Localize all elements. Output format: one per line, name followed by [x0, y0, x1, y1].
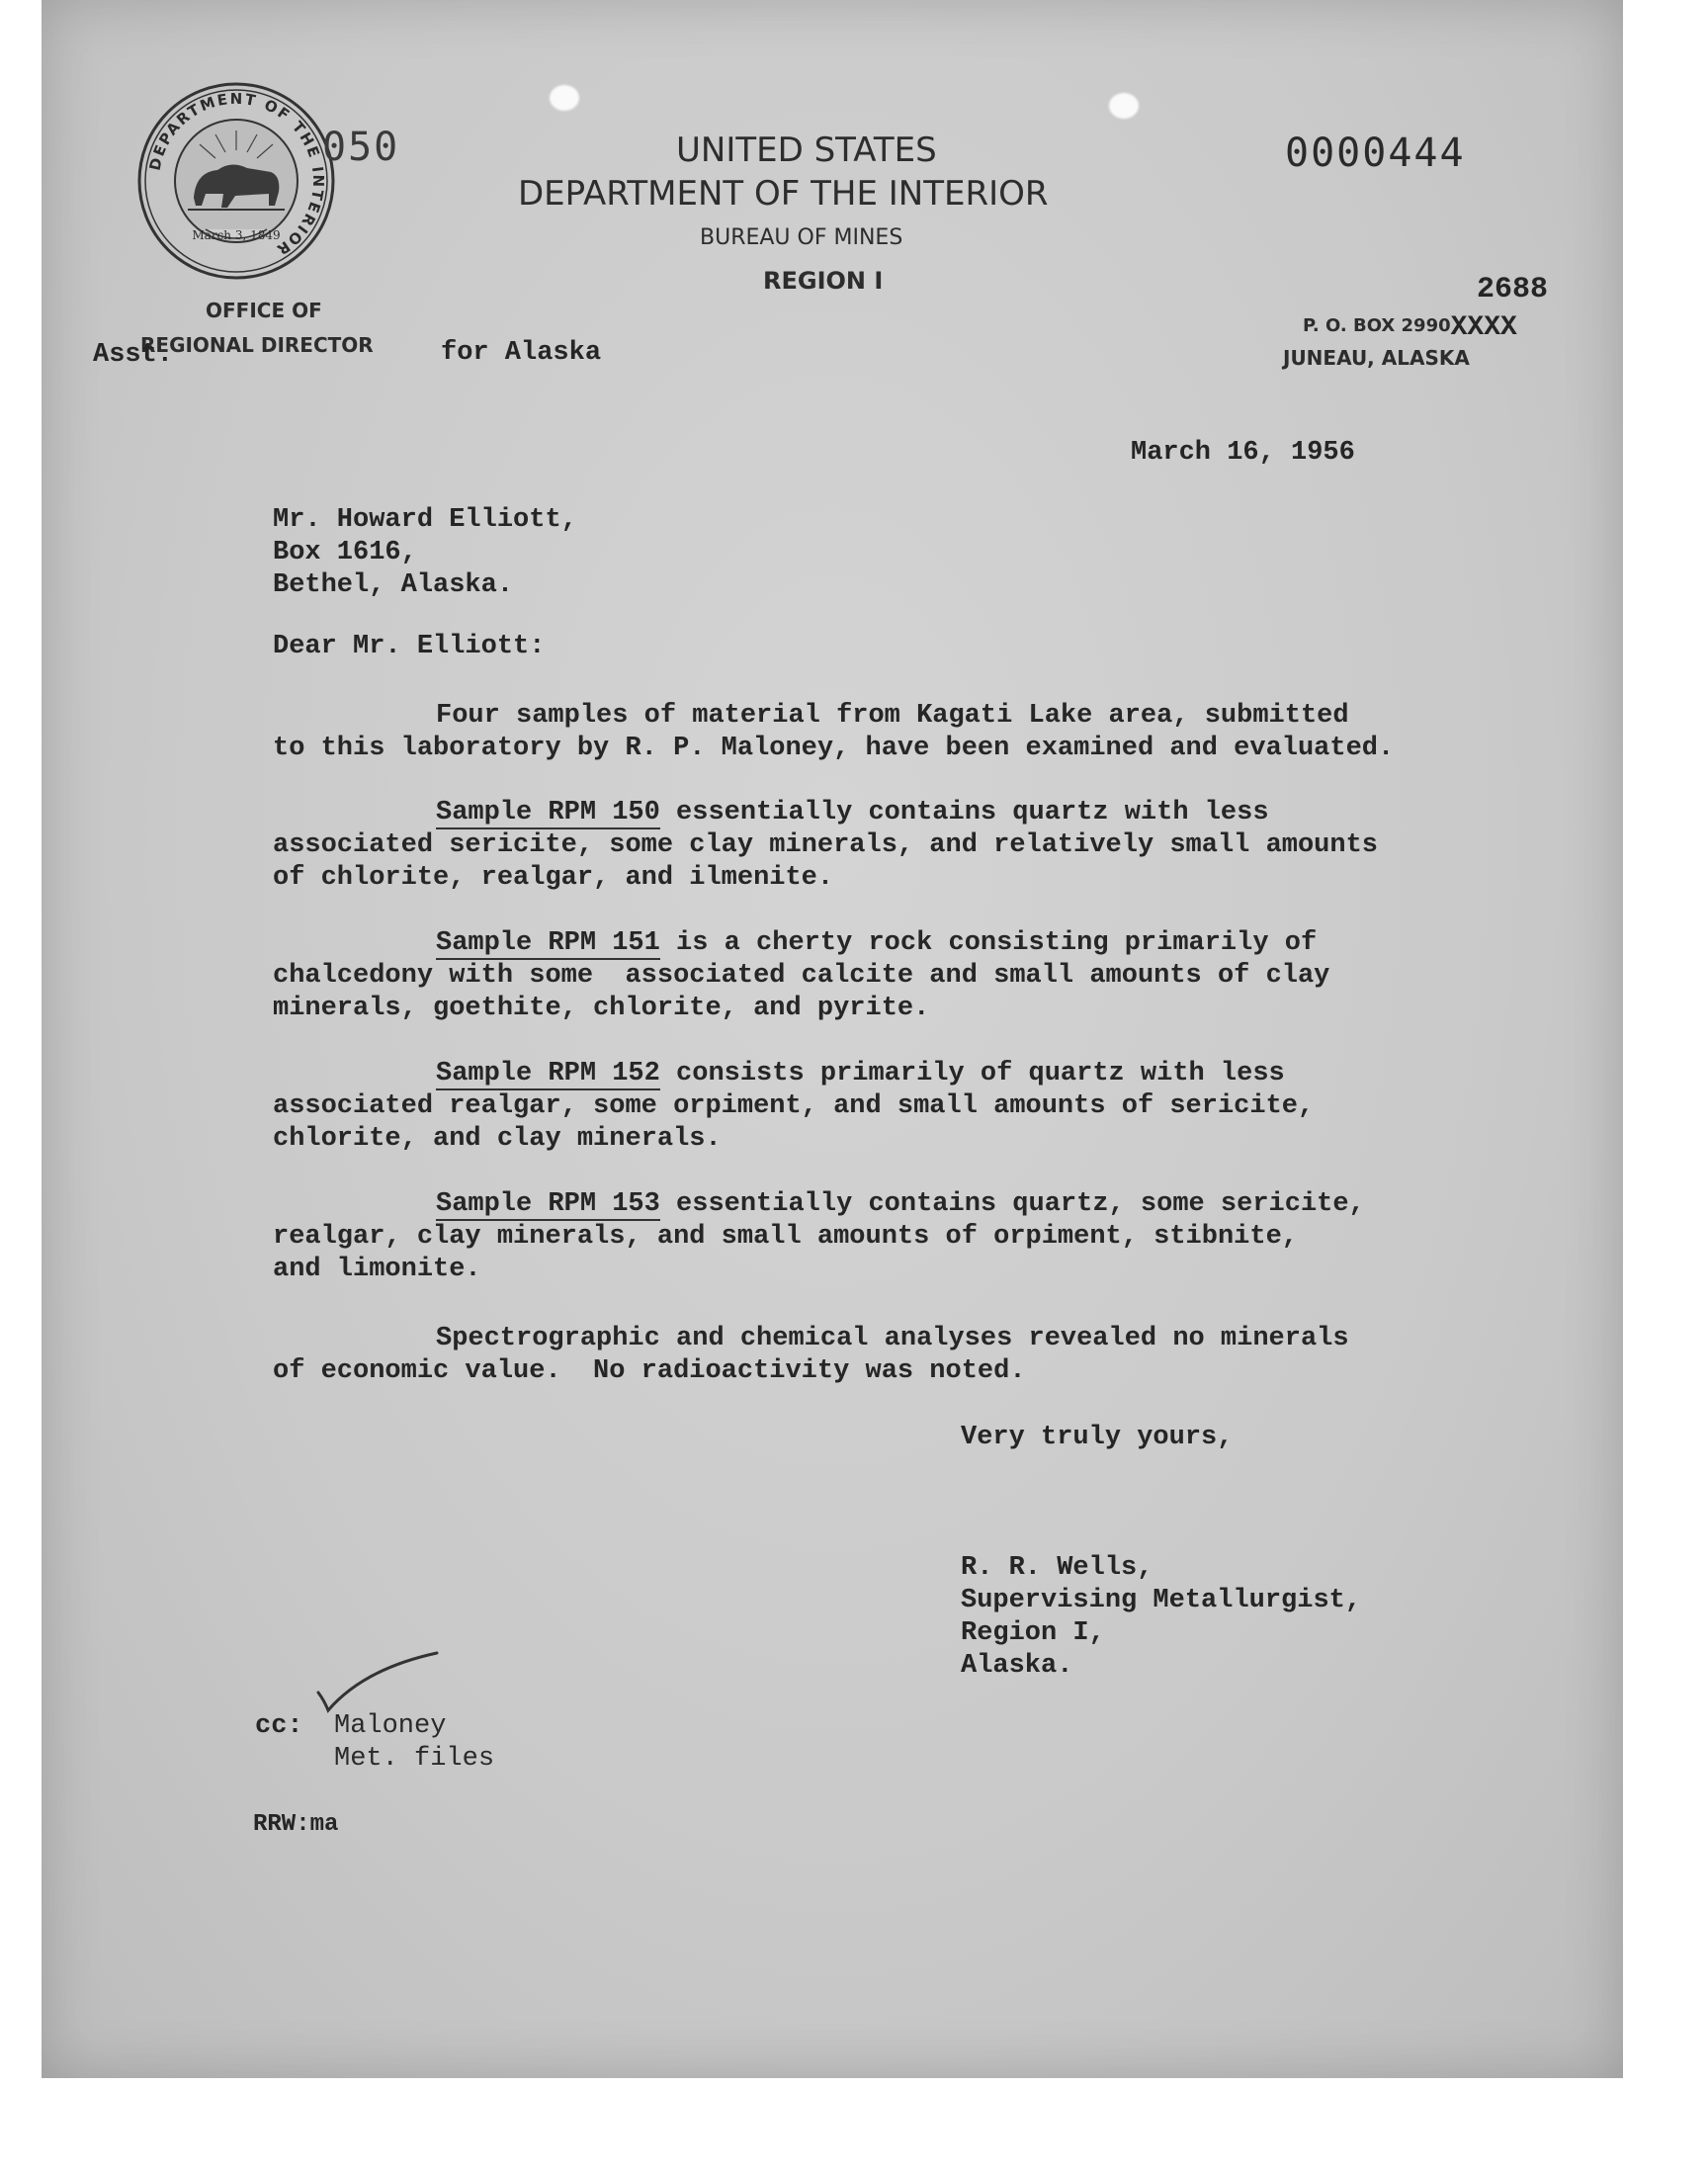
paragraph-text: is a cherty rock consisting primarily of chalcedony with some associated calcite and small amounts of clay minerals, goethite, chlorite, and pyrite. [273, 928, 1330, 1023]
paragraph-text: essentially contains quartz, some sericite, realgar, clay minerals, and small amounts of orpiment, stibnite, and limonite. [273, 1189, 1365, 1284]
letterhead-department: DEPARTMENT OF THE INTERIOR [518, 174, 1049, 214]
stamp-number-right: 0000444 [1285, 130, 1466, 176]
sample-label: Sample RPM 150 [436, 798, 660, 827]
checkmark-icon [314, 1649, 443, 1718]
regional-director-label: REGIONAL DIRECTOR [140, 333, 374, 357]
cc-item-maloney: Maloney [334, 1711, 447, 1741]
paragraph-conclusion [273, 1323, 1409, 1388]
paragraph-text: Spectrographic and chemical analyses revealed no minerals of economic value. No radioactivity was noted. [273, 1324, 1349, 1386]
juneau-alaska-label: JUNEAU, ALASKA [1283, 346, 1470, 370]
signature-region: Region I, [961, 1618, 1105, 1648]
stamp-number-left: 050 [322, 125, 400, 170]
office-of-label: OFFICE OF [206, 299, 322, 322]
cc-label: cc: [255, 1711, 303, 1741]
po-box-text: P. O. BOX 2990 [1303, 315, 1451, 336]
typist-initials: RRW:ma [253, 1811, 339, 1838]
po-box-struck: XXXX [1450, 312, 1517, 343]
seal-date-text: March 3, 1849 [192, 228, 281, 242]
box-number-typed: 2688 [1477, 273, 1549, 306]
paragraph-intro [273, 700, 1409, 765]
closing: Very truly yours, [961, 1423, 1234, 1452]
address-line-city: Bethel, Alaska. [273, 570, 514, 600]
signature-location: Alaska. [961, 1651, 1073, 1681]
signature-block [961, 1552, 1361, 1683]
signature-title: Supervising Metallurgist, [961, 1586, 1362, 1615]
paragraph-sample-153 [273, 1188, 1409, 1286]
punch-hole-left [550, 85, 579, 111]
letter-date: March 16, 1956 [1131, 438, 1355, 468]
address-line-name: Mr. Howard Elliott, [273, 505, 577, 535]
seal-ring-text: DEPARTMENT OF THE INTERIOR [145, 89, 328, 260]
letterhead-united-states: UNITED STATES [676, 130, 937, 170]
signature-name: R. R. Wells, [961, 1553, 1153, 1583]
paragraph-sample-150 [273, 797, 1409, 895]
sample-label: Sample RPM 152 [436, 1059, 660, 1088]
paragraph-text: essentially contains quartz with less associated sericite, some clay minerals, and relatively small amounts of chlorite, realgar, and ilmenite. [273, 798, 1378, 893]
asst-overtype: Asst. [93, 340, 174, 370]
department-seal-icon [136, 81, 336, 281]
address-line-box: Box 1616, [273, 538, 417, 567]
sample-label: Sample RPM 153 [436, 1189, 660, 1219]
letterhead-region: REGION I [763, 267, 884, 295]
po-box-label [1303, 312, 1517, 343]
paragraph-text: Four samples of material from Kagati Lake area, submitted to this laboratory by R. P. Maloney, have been examined and evaluated. [273, 701, 1395, 763]
recipient-address [273, 504, 577, 602]
paragraph-text: consists primarily of quartz with less associated realgar, some orpiment, and small amounts of sericite, chlorite, and clay minerals. [273, 1059, 1315, 1154]
salutation: Dear Mr. Elliott: [273, 632, 546, 661]
paragraph-sample-151 [273, 927, 1409, 1025]
paragraph-sample-152 [273, 1058, 1409, 1156]
punch-hole-right [1109, 93, 1139, 119]
letterhead-bureau: BUREAU OF MINES [700, 225, 903, 250]
cc-item-met-files: Met. files [334, 1744, 495, 1774]
for-alaska-typed: for Alaska [441, 338, 602, 368]
cc-list [334, 1710, 494, 1776]
sample-label: Sample RPM 151 [436, 928, 660, 958]
